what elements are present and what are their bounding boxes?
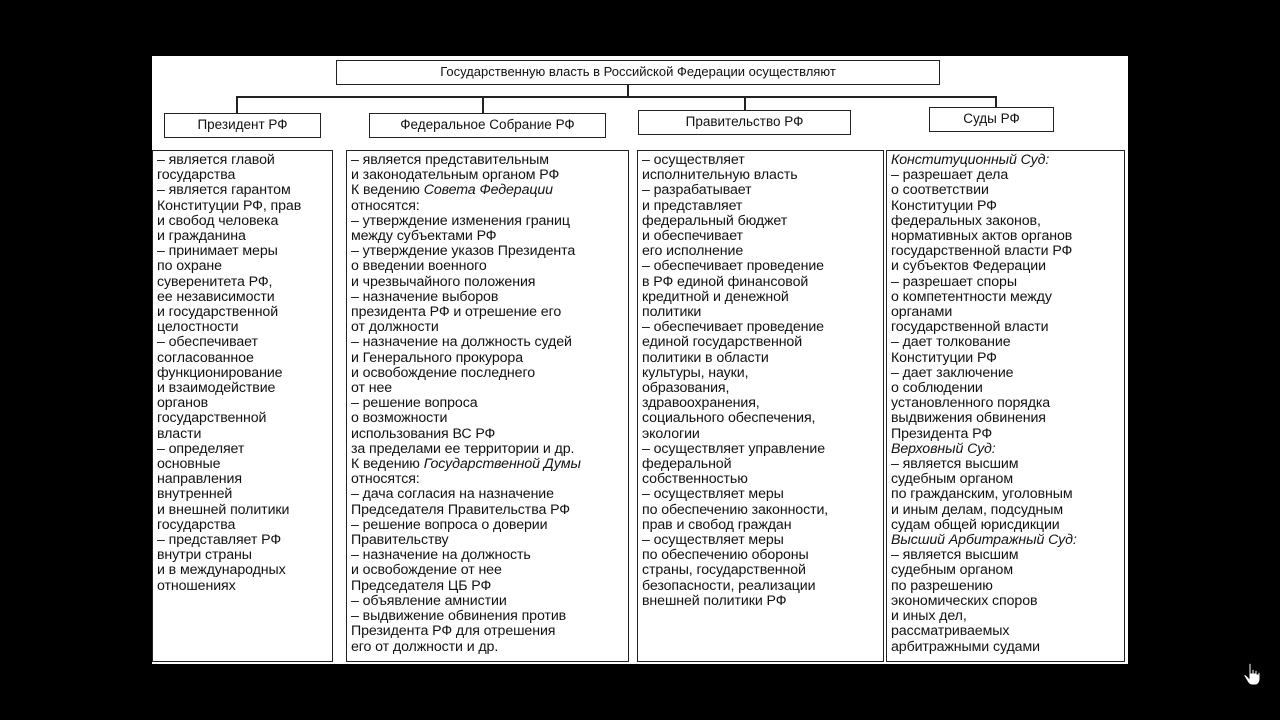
column-line: – является главой: [157, 152, 275, 168]
column-line: – объявление амнистии: [351, 592, 507, 609]
column-line: Конституции РФ: [891, 349, 997, 366]
column-line: относятся:: [351, 471, 420, 488]
header-courts: Суды РФ: [929, 107, 1054, 132]
column-line: К ведению Государственной Думы: [351, 456, 581, 473]
column-line: – дает толкование: [891, 334, 1011, 351]
column-line: государственной: [157, 410, 267, 427]
header-president: Президент РФ: [164, 113, 321, 138]
column-line: установленного порядка: [891, 395, 1051, 412]
column-line: и субъектов Федерации: [891, 258, 1046, 275]
column-line: исполнительную власть: [642, 167, 798, 184]
column-line: – назначение на должность: [351, 547, 531, 564]
column-line: безопасности, реализации: [642, 577, 816, 594]
column-courts: [886, 150, 1125, 662]
column-line: государства: [157, 167, 236, 184]
column-line: относятся:: [351, 197, 420, 214]
column-line: – является высшим: [891, 456, 1019, 473]
column-line: судам общей юрисдикции: [891, 516, 1060, 533]
hand-cursor-icon: [1243, 662, 1261, 686]
column-line: по разрешению: [891, 577, 993, 594]
column-line: власти: [157, 425, 202, 442]
column-line: кредитной и денежной: [642, 288, 789, 305]
column-line: судебным органом: [891, 562, 1013, 579]
column-line: – осуществляет меры: [642, 532, 784, 549]
column-line: Председателя ЦБ РФ: [351, 577, 492, 594]
column-line: о возможности: [351, 410, 448, 427]
column-line: и освобождение от нее: [351, 562, 502, 579]
column-line: единой государственной: [642, 334, 803, 351]
column-line: экологии: [642, 425, 700, 442]
column-line: – решение вопроса: [351, 395, 478, 412]
column-line: – принимает меры: [157, 243, 278, 260]
column-line: суверенитета РФ,: [157, 273, 273, 290]
column-line: его от должности и др.: [351, 638, 499, 655]
column-line: рассматриваемых: [891, 623, 1010, 640]
column-line: государственной власти РФ: [891, 243, 1073, 260]
column-line: органов: [157, 395, 209, 412]
column-line: собственностью: [642, 471, 748, 488]
column-line: Высший Арбитражный Суд:: [891, 532, 1077, 549]
column-line: за пределами ее территории и др.: [351, 440, 575, 457]
column-line: Президента РФ для отрешения: [351, 623, 556, 640]
column-line: – является гарантом: [157, 182, 291, 199]
column-line: К ведению Совета Федерации: [351, 182, 553, 199]
column-line: внешней политики РФ: [642, 592, 787, 609]
column-line: – утверждение указов Президента: [351, 243, 576, 260]
column-line: от должности: [351, 319, 439, 336]
column-line: – разрабатывает: [642, 182, 752, 199]
column-line: от нее: [351, 380, 393, 397]
column-line: согласованное: [157, 349, 254, 366]
column-line: страны, государственной: [642, 562, 806, 579]
column-line: по охране: [157, 258, 222, 275]
column-line: о соблюдении: [891, 380, 983, 397]
column-line: – является высшим: [891, 547, 1019, 564]
branch-bar: [236, 96, 995, 98]
column-line: политики в области: [642, 349, 769, 366]
column-line: и гражданина: [157, 228, 246, 245]
column-line: ее независимости: [157, 288, 275, 305]
column-line: и чрезвычайного положения: [351, 273, 536, 290]
column-line: – разрешает дела: [891, 167, 1009, 184]
column-line: о введении военного: [351, 258, 487, 275]
column-line: и иных дел,: [891, 608, 967, 625]
column-line: – осуществляет меры: [642, 486, 784, 503]
column-line: Правительству: [351, 532, 449, 549]
column-line: – дает заключение: [891, 364, 1014, 381]
header-federal-assembly: Федеральное Собрание РФ: [369, 113, 606, 138]
column-line: Верховный Суд:: [891, 440, 996, 457]
column-line: по обеспечению обороны: [642, 547, 809, 564]
column-line: выдвижения обвинения: [891, 410, 1046, 427]
column-line: Конституционный Суд:: [891, 152, 1050, 168]
column-line: Президента РФ: [891, 425, 993, 442]
column-line: – осуществляет: [642, 152, 745, 168]
column-line: – представляет РФ: [157, 532, 282, 549]
column-line: и Генерального прокурора: [351, 349, 524, 366]
column-line: – назначение выборов: [351, 288, 499, 305]
column-line: функционирование: [157, 364, 283, 381]
column-line: и представляет: [642, 197, 743, 214]
column-line: – решение вопроса о доверии: [351, 516, 548, 533]
column-federal-assembly: [346, 150, 629, 662]
column-line: целостности: [157, 319, 239, 336]
column-line: федеральных законов,: [891, 212, 1041, 229]
column-line: и взаимодействие: [157, 380, 276, 397]
scanned-diagram: [152, 56, 1128, 664]
column-line: Председателя Правительства РФ: [351, 501, 570, 518]
column-line: нормативных актов органов: [891, 228, 1073, 245]
column-line: государства: [157, 516, 236, 533]
column-line: политики: [642, 304, 702, 321]
column-line: федеральной: [642, 456, 732, 473]
column-line: здравоохранения,: [642, 395, 760, 412]
column-line: о компетентности между: [891, 288, 1052, 305]
column-line: и государственной: [157, 304, 279, 321]
column-line: – осуществляет управление: [642, 440, 826, 457]
column-line: арбитражными судами: [891, 638, 1040, 655]
column-line: и свобод человека: [157, 212, 279, 229]
column-line: направления: [157, 471, 242, 488]
column-line: – является представительным: [351, 152, 549, 168]
column-line: экономических споров: [891, 592, 1038, 609]
column-line: и в международных: [157, 562, 286, 579]
branch-stem-courts: [995, 96, 997, 107]
column-line: – разрешает споры: [891, 273, 1017, 290]
column-line: и внешней политики: [157, 501, 290, 518]
column-line: – дача согласия на назначение: [351, 486, 554, 503]
column-line: – выдвижение обвинения против: [351, 608, 567, 625]
column-line: в РФ единой финансовой: [642, 273, 809, 290]
column-line: прав и свобод граждан: [642, 516, 792, 533]
column-line: и законодательным органом РФ: [351, 167, 560, 184]
column-line: государственной власти: [891, 319, 1049, 336]
column-line: его исполнение: [642, 243, 744, 260]
branch-stem-government: [744, 96, 746, 110]
column-line: образования,: [642, 380, 730, 397]
branch-stem-assembly: [482, 96, 484, 113]
header-government: Правительство РФ: [638, 110, 851, 135]
column-line: – обеспечивает: [157, 334, 258, 351]
column-line: о соответствии: [891, 182, 989, 199]
column-line: Конституции РФ: [891, 197, 997, 214]
column-line: по гражданским, уголовным: [891, 486, 1073, 503]
branch-stem-president: [236, 96, 238, 113]
column-line: и обеспечивает: [642, 228, 743, 245]
column-line: органами: [891, 304, 953, 321]
column-line: судебным органом: [891, 471, 1013, 488]
column-line: – назначение на должность судей: [351, 334, 572, 351]
column-line: – обеспечивает проведение: [642, 258, 824, 275]
column-line: внутренней: [157, 486, 233, 503]
column-line: отношениях: [157, 577, 236, 594]
column-line: между субъектами РФ: [351, 228, 497, 245]
column-line: – утверждение изменения границ: [351, 212, 570, 229]
column-line: президента РФ и отрешение его: [351, 304, 562, 321]
column-line: внутри страны: [157, 547, 252, 564]
column-line: – определяет: [157, 440, 245, 457]
column-line: и освобождение последнего: [351, 364, 536, 381]
column-president: [152, 150, 333, 662]
column-line: Конституции РФ, прав: [157, 197, 302, 214]
column-line: и иным делам, подсудным: [891, 501, 1064, 518]
column-line: культуры, науки,: [642, 364, 749, 381]
column-government: [637, 150, 884, 662]
column-line: использования ВС РФ: [351, 425, 496, 442]
column-line: по обеспечению законности,: [642, 501, 829, 518]
column-line: – обеспечивает проведение: [642, 319, 824, 336]
column-line: социального обеспечения,: [642, 410, 816, 427]
diagram-title: Государственную власть в Российской Федерации осуществляют: [336, 60, 940, 85]
column-line: основные: [157, 456, 221, 473]
column-line: федеральный бюджет: [642, 212, 788, 229]
